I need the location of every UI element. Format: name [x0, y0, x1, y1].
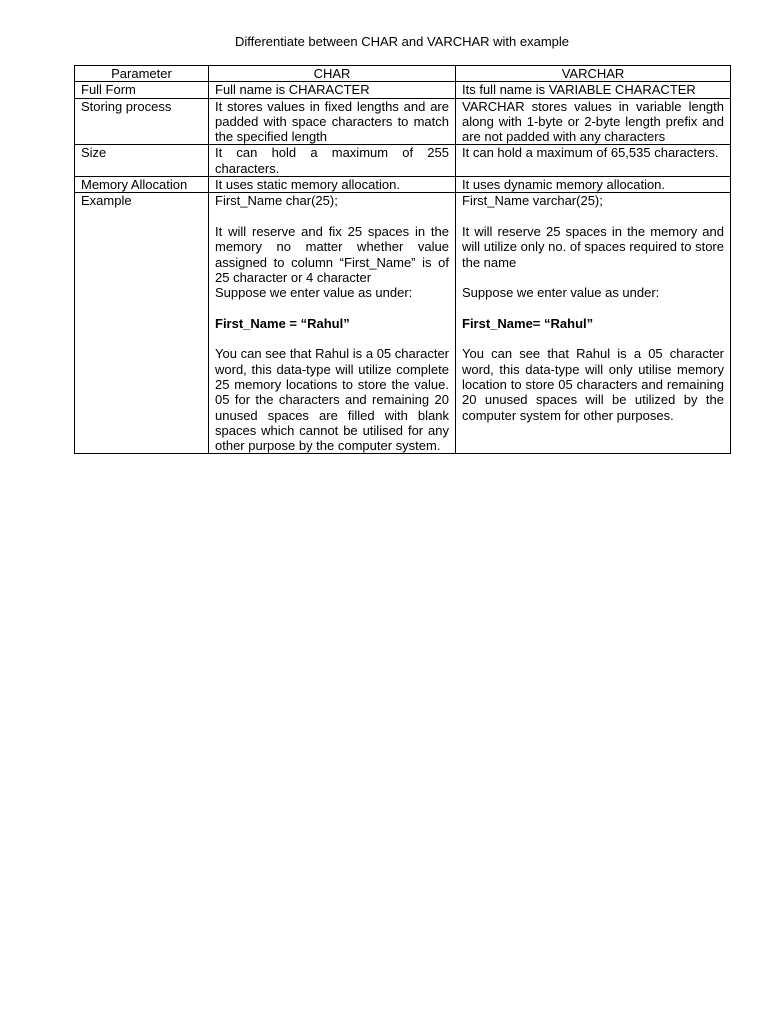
varchar-cell: VARCHAR stores values in variable length along with 1-byte or 2-byte length prefix and are not padded with any characters: [456, 98, 731, 145]
char-suppose-text: Suppose we enter value as under:: [215, 285, 413, 301]
header-parameter: Parameter: [75, 66, 209, 82]
varchar-cell: Its full name is VARIABLE CHARACTER: [456, 82, 731, 98]
char-cell: It uses static memory allocation.: [209, 177, 456, 193]
table-row-memory-allocation: [75, 177, 731, 193]
table-header-row: [75, 66, 731, 82]
varchar-suppose-text: Suppose we enter value as under:: [462, 285, 660, 301]
varchar-cell: It can hold a maximum of 65,535 characters.: [456, 145, 731, 177]
param-cell: Full Form: [75, 82, 209, 98]
char-explanation: You can see that Rahul is a 05 character word, this data-type will utilize complete 25 memory locations to store the value. 05 for the characters and remaining 20 unused spaces are filled with blank spaces which cannot be utilised for any other purpose by the computer system.: [215, 346, 449, 454]
param-cell: Example: [75, 193, 209, 454]
char-reserve-text: It will reserve and fix 25 spaces in the memory no matter whether value assigned to column “First_Name” is of 25 character or 4 character: [215, 223, 449, 285]
table-row-size: [75, 145, 731, 177]
varchar-assignment: First_Name= “Rahul”: [462, 315, 594, 331]
char-cell: It can hold a maximum of 255 characters.: [209, 145, 456, 177]
param-cell: Size: [75, 145, 209, 177]
varchar-declaration: First_Name varchar(25);: [462, 193, 603, 209]
page-title: Differentiate between CHAR and VARCHAR with example: [234, 34, 570, 49]
comparison-table: [74, 65, 731, 454]
varchar-reserve-text: It will reserve 25 spaces in the memory and will utilize only no. of spaces required to store the name: [462, 223, 724, 270]
char-example-cell: [209, 193, 456, 454]
header-char: CHAR: [209, 66, 456, 82]
table-row-storing-process: [75, 98, 731, 145]
header-varchar: VARCHAR: [456, 66, 731, 82]
char-assignment: First_Name = “Rahul”: [215, 315, 350, 331]
param-cell: Storing process: [75, 98, 209, 145]
varchar-cell: It uses dynamic memory allocation.: [456, 177, 731, 193]
char-cell: Full name is CHARACTER: [209, 82, 456, 98]
char-declaration: First_Name char(25);: [215, 193, 338, 209]
table-row-full-form: [75, 82, 731, 98]
char-cell: It stores values in fixed lengths and are padded with space characters to match the specified length: [209, 98, 456, 145]
varchar-example-cell: [456, 193, 731, 454]
table-row-example: [75, 193, 731, 454]
param-cell: Memory Allocation: [75, 177, 209, 193]
varchar-explanation: You can see that Rahul is a 05 character word, this data-type will only utilise memory location to store 05 characters and remaining 20 unused spaces will be utilized by the computer system for other purposes.: [462, 346, 724, 423]
